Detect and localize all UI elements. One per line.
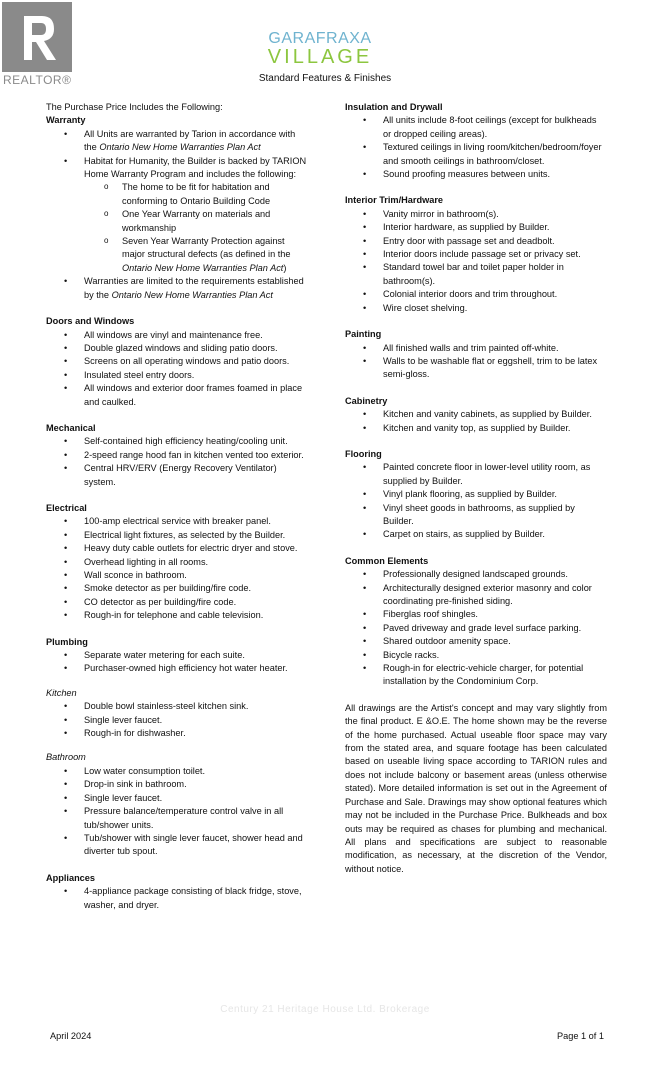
sub-list-item [84,235,308,275]
item-text: Smoke detector as per building/fire code. [84,583,251,594]
list-item [345,582,607,609]
list-item [46,462,308,489]
list-item [46,382,308,409]
list-item [46,596,308,609]
list-item [46,329,308,342]
list-item [46,805,308,832]
bullet-list [345,342,607,382]
section-heading: Flooring [345,448,382,459]
sub-list [84,181,308,275]
section-heading: Appliances [46,872,96,883]
item-text: The home to be fit for habitation and conforming to Ontario Building Code [122,182,271,206]
item-text: Drop-in sink in bathroom. [84,779,187,790]
section [345,395,607,435]
section-heading: Doors and Windows [46,316,135,327]
item-text: Paved driveway and grade level surface parking. [383,622,582,633]
section-heading: Cabinetry [345,395,388,406]
right-column [345,101,607,876]
list-item [46,662,308,675]
item-text: Fiberglas roof shingles. [383,609,478,620]
bullet-list [345,568,607,689]
list-item [46,355,308,368]
item-text: One Year Warranty on materials and workmanship [122,209,271,233]
list-item [46,727,308,740]
item-text: Vinyl sheet goods in bathrooms, as supplied by Builder. [383,502,575,526]
item-text: Separate water metering for each suite. [84,650,245,661]
item-text: Overhead lighting in all rooms. [84,556,209,567]
list-item [345,114,607,141]
sub-list-item [84,208,308,235]
list-item [345,235,607,248]
left-sections [46,114,308,912]
list-item [46,529,308,542]
list-item [345,408,607,421]
list-item [46,649,308,662]
document-title: Standard Features & Finishes [258,73,392,84]
section-heading: Mechanical [46,422,96,433]
bullet-list [345,208,607,315]
item-text: Heavy duty cable outlets for electric dryer and stove. [84,543,298,554]
section [345,555,607,689]
list-item [46,155,308,276]
section [46,315,308,409]
item-text: Purchaser-owned high efficiency hot water heater. [84,663,288,674]
bullet-list [345,114,607,181]
brand-name-line2: VILLAGE [267,46,373,68]
list-item [345,488,607,501]
section [345,194,607,315]
realtor-wordmark: REALTOR® [3,73,72,87]
item-text: CO detector as per building/fire code. [84,596,237,607]
item-text: 4-appliance package consisting of black fridge, stove, washer, and dryer. [84,886,302,910]
item-text: Vanity mirror in bathroom(s). [383,208,499,219]
bullet-list [46,700,308,740]
item-text: Textured ceilings in living room/kitchen/bedroom/foyer and smooth ceilings in bathroom/closet. [383,142,602,166]
item-text: Kitchen and vanity cabinets, as supplied by Builder. [383,409,592,420]
item-text: Interior doors include passage set or privacy set. [383,249,581,260]
item-text: Self-contained high efficiency heating/cooling unit. [84,436,288,447]
footer-page-number: Page 1 of 1 [557,1031,604,1041]
bullet-list [46,885,308,912]
bullet-list [46,515,308,622]
sub-list-item [84,181,308,208]
section [46,422,308,489]
item-text: Kitchen and vanity top, as supplied by Builder. [383,422,571,433]
bullet-list [46,329,308,409]
item-text: Professionally designed landscaped grounds. [383,569,568,580]
item-text: Sound proofing measures between units. [383,169,551,180]
item-text: Tub/shower with single lever faucet, shower head and diverter tub spout. [84,832,303,857]
item-text: Single lever faucet. [84,792,163,803]
list-item [345,662,607,689]
item-text: Wire closet shelving. [383,302,468,313]
item-text: Entry door with passage set and deadbolt. [383,235,555,246]
bullet-list [46,649,308,676]
list-item [345,608,607,621]
item-text: Seven Year Warranty Protection against major structural defects (as defined in the [122,236,291,260]
item-text: Low water consumption toilet. [84,765,206,776]
item-text: Walls to be washable flat or eggshell, trim to be latex semi-gloss. [383,355,598,380]
section-heading: Painting [345,329,382,340]
list-item [46,275,308,302]
list-item [46,515,308,528]
brand-name-line1: GARAFRAXA [268,30,372,47]
list-item [345,208,607,221]
item-text: Rough-in for electric-vehicle charger, for potential installation by the Condominium Corp. [383,663,584,687]
item-text: 100-amp electrical service with breaker panel. [84,516,271,527]
list-item [345,261,607,288]
item-text: Warranties are limited to the requirements established by the [84,276,304,300]
item-text: Colonial interior doors and trim throughout. [383,289,558,300]
footer-date: April 2024 [50,1031,92,1041]
item-text: Rough-in for dishwasher. [84,728,186,739]
list-item [345,168,607,181]
item-text: Standard towel bar and toilet paper holder in bathroom(s). [383,262,564,286]
list-item [345,635,607,648]
item-text: Bicycle racks. [383,649,440,660]
list-item [345,141,607,168]
item-italic-text: Ontario New Home Warranties Plan Act [99,142,261,153]
list-item [345,288,607,301]
right-sections [345,101,607,689]
item-text: Wall sconce in bathroom. [84,570,187,580]
list-item [46,542,308,555]
bullet-list [46,128,308,302]
list-item [46,792,308,805]
disclaimer-paragraph: All drawings are the Artist's concept and may vary slightly from the final product. E &O.E. The home shown may be the reverse of the home purchased. Actual useable floor space may vary from the stated area, and square footage has been calculated based on useable living space according to TARION rules and does not include balcony or basement areas (unless otherwise stated). More detailed information is set out in the Agreement of Purchase and Sale. Drawings may show optional features which may not be included in the Purchase Price. Bulkheads and box outs may be required as chases for plumbing and mechanical. All plans and specifications are subject to reasonable modification, as necessary, at the discretion of the Vendor, without notice. [345,702,607,874]
list-item [345,302,607,315]
item-italic-text: Ontario New Home Warranties Plan Act [111,289,273,300]
item-text: Electrical light fixtures, as selected by the Builder. [84,529,286,540]
item-text: Double glazed windows and sliding patio doors. [84,342,278,353]
section-heading: Insulation and Drywall [345,102,443,112]
section [345,328,607,382]
list-item [345,221,607,234]
list-item [46,556,308,569]
item-text: Rough-in for telephone and cable television. [84,610,264,621]
list-item [46,369,308,382]
subsection-heading: Kitchen [46,687,77,698]
item-text: Single lever faucet. [84,714,163,725]
brand-logo [250,30,390,67]
item-text: All windows are vinyl and maintenance free. [84,329,263,340]
list-item [46,449,308,462]
list-item [345,528,607,541]
section [46,636,308,859]
list-item [46,700,308,713]
list-item [46,714,308,727]
item-text: Shared outdoor amenity space. [383,636,511,647]
item-text: All windows and exterior door frames foamed in place and caulked. [84,383,303,407]
item-text: Habitat for Humanity, the Builder is backed by TARION Home Warranty Program and includes the following: [84,155,307,180]
item-text: Architecturally designed exterior masonry and color coordinating pre-finished siding. [383,582,592,606]
item-text: Painted concrete floor in lower-level utility room, as supplied by Builder. [383,462,591,486]
item-italic-text: Ontario New Home Warranties Plan Act [122,262,284,273]
realtor-logo [2,2,76,86]
section [46,872,308,912]
list-item [345,568,607,581]
list-item [345,461,607,488]
section-heading: Warranty [46,115,86,126]
item-text: 2-speed range hood fan in kitchen vented too exterior. [84,449,304,460]
section-heading: Plumbing [46,636,88,647]
section [345,101,607,181]
item-text: Screens on all operating windows and patio doors. [84,356,290,367]
list-item [46,765,308,778]
item-text: All finished walls and trim painted off-white. [383,342,559,353]
left-column [46,101,308,925]
list-item [345,342,607,355]
section-heading: Common Elements [345,555,429,566]
bullet-list [46,765,308,859]
item-text: All units include 8-foot ceilings (except for bulkheads or dropped ceiling areas). [383,115,597,139]
list-item [46,582,308,595]
section [46,502,308,623]
list-item [46,885,308,912]
item-text: All Units are warranted by Tarion in accordance with the [84,128,296,153]
subsection-heading: Bathroom [46,752,86,763]
list-item [46,128,308,155]
realtor-r-icon [2,2,72,72]
item-text: Double bowl stainless-steel kitchen sink. [84,701,249,712]
list-item [46,609,308,622]
list-item [345,422,607,435]
list-item [46,569,308,582]
bullet-list [345,461,607,541]
list-item [345,248,607,261]
bullet-list [46,435,308,489]
item-text: Carpet on stairs, as supplied by Builder. [383,529,545,540]
watermark: Century 21 Heritage House Ltd. Brokerage [220,1004,430,1015]
list-item [345,502,607,529]
item-text: Insulated steel entry doors. [84,369,195,380]
item-text: Interior hardware, as supplied by Builder. [383,222,550,233]
list-item [345,355,607,382]
list-item [46,832,308,859]
section-heading: Electrical [46,502,87,513]
item-text: Vinyl plank flooring, as supplied by Builder. [383,489,557,500]
list-item [345,649,607,662]
list-item [46,778,308,791]
section [345,448,607,542]
item-text-after: ) [283,262,287,273]
intro-text: The Purchase Price Includes the Following: [46,102,223,112]
item-text: Central HRV/ERV (Energy Recovery Ventilator) system. [84,463,277,487]
list-item [345,622,607,635]
list-item [46,342,308,355]
bullet-list [345,408,607,435]
item-text: Pressure balance/temperature control valve in all tub/shower units. [84,806,284,830]
section [46,114,308,302]
section-heading: Interior Trim/Hardware [345,195,444,206]
list-item [46,435,308,448]
